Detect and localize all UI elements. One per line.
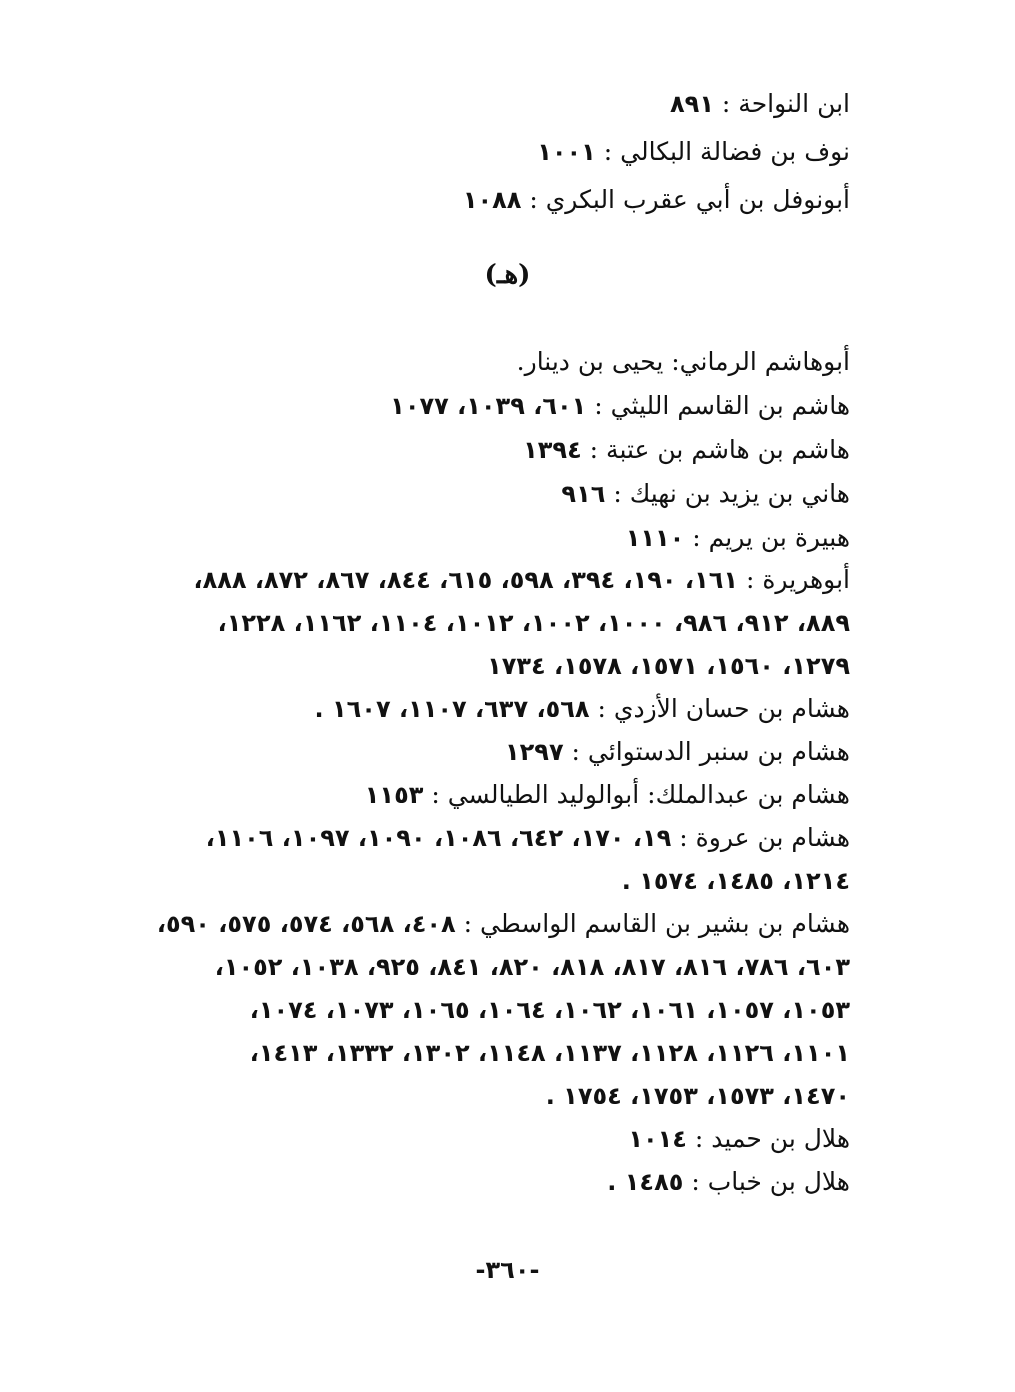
entry-refs: ٦٠١، ١٠٣٩، ١٠٧٧ [390, 392, 587, 420]
entry-name: هلال بن حميد : [694, 1124, 850, 1153]
entry-refs: ١٠٠١ [537, 138, 596, 166]
entry-refs: ١٢١٤، ١٤٨٥، ١٥٧٤ . [621, 867, 850, 895]
index-entry [140, 384, 850, 428]
index-entry [140, 130, 850, 174]
entry-refs: ١٩، ١٧٠، ٦٤٢، ١٠٨٦، ١٠٩٠، ١٠٩٧، ١١٠٦، [205, 824, 672, 852]
index-entry-continuation [140, 859, 850, 903]
entry-refs: ١٠١٤ [628, 1125, 687, 1153]
entry-refs: ٨٨٩، ٩١٢، ٩٨٦، ١٠٠٠، ١٠٠٢، ١٠١٢، ١١٠٤، ١١٦٢، ١٢٢٨، [217, 609, 850, 637]
index-entry [140, 1160, 850, 1204]
page-number: -٣٦٠- [475, 1256, 540, 1284]
entry-refs: ١٦١، ١٩٠، ٣٩٤، ٥٩٨، ٦١٥، ٨٤٤، ٨٦٧، ٨٧٢، ٨٨٨، [193, 566, 739, 594]
entry-name: هشام بن بشير بن القاسم الواسطي : [463, 909, 850, 938]
entry-refs: ٩١٦ [561, 480, 606, 508]
index-entry [140, 730, 850, 774]
entry-name: أبوهاشم الرماني: يحيى بن دينار. [516, 347, 850, 376]
entry-refs: ٤٠٨، ٥٦٨، ٥٧٤، ٥٧٥، ٥٩٠، [156, 910, 456, 938]
index-entry [140, 82, 850, 126]
index-entry-continuation [145, 601, 850, 645]
index-entry-continuation [145, 1031, 850, 1075]
index-entry [145, 816, 850, 860]
entry-name: هبيرة بن يريم : [692, 523, 850, 552]
section-heading: (هـ) [484, 260, 531, 290]
entry-refs: ١٤٧٠، ١٥٧٣، ١٧٥٣، ١٧٥٤ . [545, 1082, 850, 1110]
entry-name: هشام بن سنبر الدستوائي : [571, 737, 850, 766]
index-entry [140, 687, 850, 731]
entry-name: أبوهريرة : [745, 565, 850, 594]
entry-name: هاشم بن هاشم بن عتبة : [589, 435, 850, 464]
entry-refs: ١١١٠ [625, 524, 685, 552]
entry-refs: ١١٥٣ [364, 781, 424, 809]
index-entry-continuation [140, 1074, 850, 1118]
entry-refs: ١١٠١، ١١٢٦، ١١٢٨، ١١٣٧، ١١٤٨، ١٣٠٢، ١٣٣٢، ١٤١٣، [249, 1039, 850, 1067]
index-entry [140, 178, 850, 222]
entry-refs: ١٠٨٨ [462, 186, 522, 214]
entry-name: هشام بن عبدالملك: أبوالوليد الطيالسي : [431, 780, 850, 809]
entry-name: هشام بن حسان الأزدي : [597, 694, 850, 723]
entry-refs: ١٠٥٣، ١٠٥٧، ١٠٦١، ١٠٦٢، ١٠٦٤، ١٠٦٥، ١٠٧٣، ١٠٧٤، [249, 996, 850, 1024]
entry-name: نوف بن فضالة البكالي : [603, 137, 850, 166]
index-entry [140, 428, 850, 472]
entry-name: أبونوفل بن أبي عقرب البكري : [529, 185, 850, 214]
entry-name: هلال بن خباب : [691, 1167, 850, 1196]
index-entry [145, 558, 850, 602]
entry-refs: ١٤٨٥ . [607, 1168, 684, 1196]
index-entry-continuation [145, 988, 850, 1032]
entry-name: هشام بن عروة : [679, 823, 850, 852]
entry-refs: ٦٠٣، ٧٨٦، ٨١٦، ٨١٧، ٨١٨، ٨٢٠، ٨٤١، ٩٢٥، ١٠٣٨، ١٠٥٢، [214, 953, 850, 981]
index-entry [140, 773, 850, 817]
entry-name: هاني بن يزيد بن نهيك : [613, 479, 850, 508]
index-entry [140, 340, 850, 384]
index-entry [145, 902, 850, 946]
entry-refs: ١٢٧٩، ١٥٦٠، ١٥٧١، ١٥٧٨، ١٧٣٤ [487, 652, 850, 680]
index-entry-continuation [145, 945, 850, 989]
index-entry [140, 472, 850, 516]
index-entry [140, 1117, 850, 1161]
index-entry-continuation [140, 644, 850, 688]
entry-refs: ٥٦٨، ٦٣٧، ١١٠٧، ١٦٠٧ . [314, 695, 590, 723]
entry-refs: ١٣٩٤ [523, 436, 582, 464]
index-entry [140, 516, 850, 560]
entry-name: ابن النواحة : [721, 89, 850, 118]
entry-name: هاشم بن القاسم الليثي : [594, 391, 850, 420]
entry-refs: ٨٩١ [670, 90, 714, 118]
entry-refs: ١٢٩٧ [505, 738, 564, 766]
